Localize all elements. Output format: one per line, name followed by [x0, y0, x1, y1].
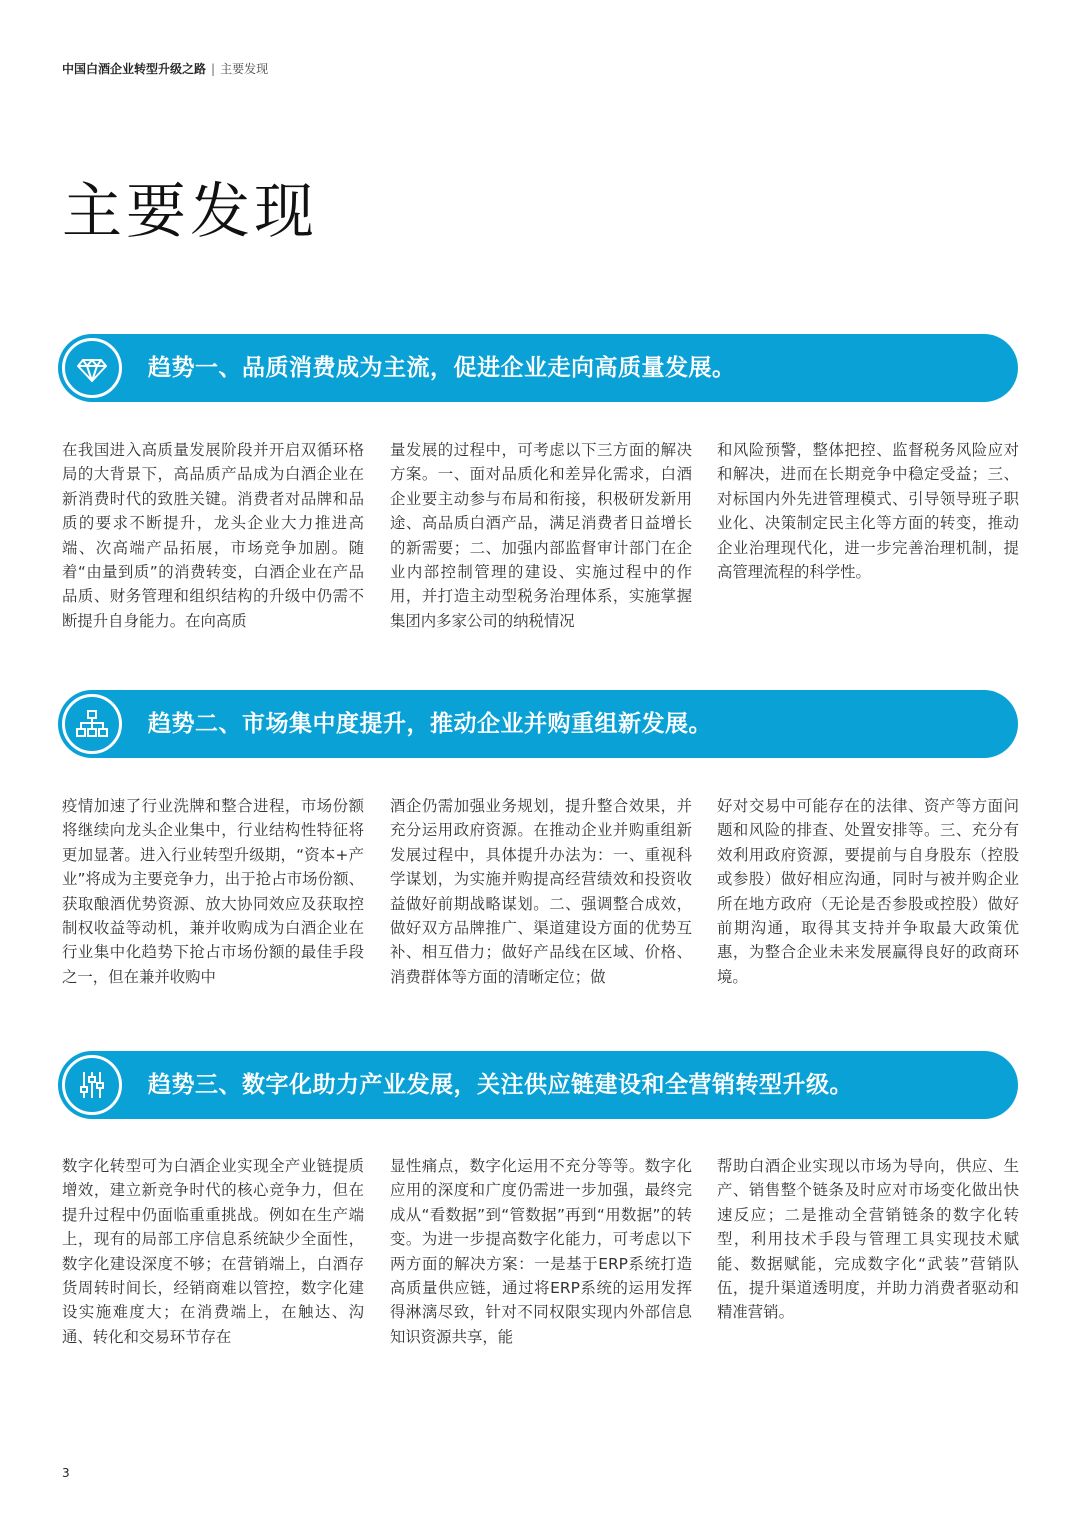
trend-1-title: 趋势一、品质消费成为主流，促进企业走向高质量发展。 — [148, 355, 736, 381]
trend-3-column-3: 帮助白酒企业实现以市场为导向，供应、生产、销售整个链条及时应对市场变化做出快速反应；二是推动全营销链条的数字化转型，利用技术手段与管理工具实现技术赋能、数据赋能，完成数字化“武装”营销队伍，提升渠道透明度，并助力消费者驱动和精准营销。 — [717, 1157, 1019, 1322]
trend-2-banner — [58, 690, 1018, 758]
trend-3-title: 趋势三、数字化助力产业发展，关注供应链建设和全营销转型升级。 — [148, 1072, 853, 1098]
diamond-icon — [62, 338, 122, 398]
header-doc-title: 中国白酒企业转型升级之路 — [62, 62, 207, 76]
page-number: 3 — [62, 1466, 70, 1480]
sliders-icon — [62, 1055, 122, 1115]
page-title: 主要发现 — [62, 177, 318, 247]
trend-1-column-2: 量发展的过程中，可考虑以下三方面的解决方案。一、面对品质化和差异化需求，白酒企业要主动参与布局和衔接，积极研发新用途、高品质白酒产品，满足消费者日益增长的新需要；二、加强内部监督审计部门在企业内部控制管理的建设、实施过程中的作用，并打造主动型税务治理体系，实施掌握集团内多家公司的纳税情况 — [390, 441, 692, 630]
header-section: 主要发现 — [220, 62, 269, 76]
trend-2-title: 趋势二、市场集中度提升，推动企业并购重组新发展。 — [148, 711, 712, 737]
trend-3-column-1: 数字化转型可为白酒企业实现全产业链提质增效，建立新竞争时代的核心竞争力，但在提升过程中仍面临重重挑战。例如在生产端上，现有的局部工序信息系统缺少全面性，数字化建设深度不够；在营销端上，白酒存货周转时间长，经销商难以管控，数字化建设实施难度大；在消费端上，在触达、沟通、转化和交易环节存在 — [62, 1157, 364, 1346]
trend-2-column-3: 好对交易中可能存在的法律、资产等方面问题和风险的排查、处置安排等。三、充分有效利用政府资源，要提前与自身股东（控股或参股）做好相应沟通，同时与被并购企业所在地方政府（无论是否参股或控股）做好前期沟通，取得其支持并争取最大政策优惠，为整合企业未来发展赢得良好的政商环境。 — [717, 797, 1019, 986]
trend-3-banner — [58, 1051, 1018, 1119]
trend-1-column-1: 在我国进入高质量发展阶段并开启双循环格局的大背景下，高品质产品成为白酒企业在新消费时代的致胜关键。消费者对品牌和品质的要求不断提升，龙头企业大力推进高端、次高端产品拓展，市场竞争加剧。随着“由量到质”的消费转变，白酒企业在产品品质、财务管理和组织结构的升级中仍需不断提升自身能力。在向高质 — [62, 441, 364, 630]
trend-1-banner — [58, 334, 1018, 402]
trend-1-column-3: 和风险预警，整体把控、监督税务风险应对和解决，进而在长期竞争中稳定受益；三、对标国内外先进管理模式、引导领导班子职业化、决策制定民主化等方面的转变，推动企业治理现代化，进一步完善治理机制，提高管理流程的科学性。 — [717, 441, 1019, 582]
trend-2-column-1: 疫情加速了行业洗牌和整合进程，市场份额将继续向龙头企业集中，行业结构性特征将更加显著。进入行业转型升级期，“资本+产业”将成为主要竞争力，出于抢占市场份额、获取酿酒优势资源、放大协同效应及获取控制权收益等动机，兼并收购成为白酒企业在行业集中化趋势下抢占市场份额的最佳手段之一，但在兼并收购中 — [62, 797, 364, 986]
trend-2-column-2: 酒企仍需加强业务规划，提升整合效果，并充分运用政府资源。在推动企业并购重组新发展过程中，具体提升办法为：一、重视科学谋划，为实施并购提高经营绩效和投资收益做好前期战略谋划。二、强调整合成效，做好双方品牌推广、渠道建设方面的优势互补、相互借力；做好产品线在区域、价格、消费群体等方面的清晰定位；做 — [390, 797, 692, 986]
header-separator: | — [211, 62, 216, 76]
trend-3-column-2: 显性痛点，数字化运用不充分等等。数字化应用的深度和广度仍需进一步加强，最终完成从“看数据”到“管数据”再到“用数据”的转变。为进一步提高数字化能力，可考虑以下两方面的解决方案：一是基于ERP系统打造高质量供应链，通过将ERP系统的运用发挥得淋漓尽致，针对不同权限实现内外部信息知识资源共享，能 — [390, 1157, 692, 1346]
org-chart-icon — [62, 694, 122, 754]
running-header — [62, 60, 268, 77]
